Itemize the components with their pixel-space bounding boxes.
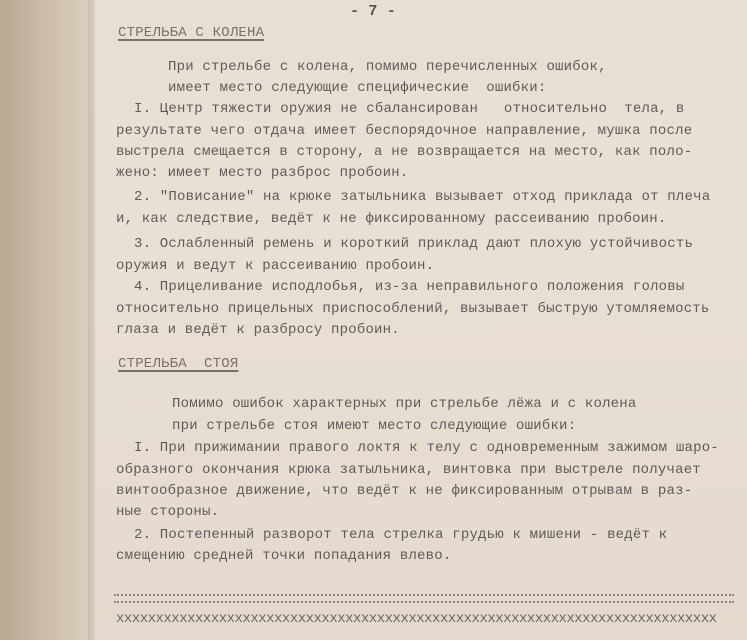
section-heading-kneeling: СТРЕЛЬБА С КОЛЕНА xyxy=(118,25,265,41)
section-2-line-5: винтообразное движение, что ведёт к не фиксированным отрывам в раз- xyxy=(116,483,693,499)
section-1-line-5: выстрела смещается в сторону, а не возвращается на место, как поло- xyxy=(116,144,693,160)
section-1-line-1: При стрельбе с колена, помимо перечисленных ошибок, xyxy=(168,59,607,75)
section-2-line-8: смещению средней точки попадания влево. xyxy=(116,548,452,564)
section-1-line-9: 3. Ослабленный ремень и короткий приклад дают плохую устойчивость xyxy=(134,236,694,252)
typed-x-row: xxxxxxxxxxxxxxxxxxxxxxxxxxxxxxxxxxxxxxxxxxxxxxxxxxxxxxxxxxxxxxxxxxxxxxxxxxxx xyxy=(116,611,717,627)
section-2-line-2: при стрельбе стоя имеют место следующие ошибки: xyxy=(172,418,577,434)
section-2-line-6: ные стороны. xyxy=(116,504,220,520)
section-1-line-13: глаза и ведёт к разбросу пробоин. xyxy=(116,322,400,338)
section-1-line-3: I. Центр тяжести оружия не сбалансирован относительно тела, в xyxy=(134,101,685,117)
section-1-line-7: 2. "Повисание" на крюке затыльника вызывает отход приклада от плеча xyxy=(134,189,711,205)
section-2-line-1: Помимо ошибок характерных при стрельбе лёжа и с колена xyxy=(172,396,637,412)
section-1-line-4: результате чего отдача имеет беспорядочное направление, мушка после xyxy=(116,123,693,139)
section-1-line-8: и, как следствие, ведёт к не фиксированному рассеиванию пробоин. xyxy=(116,211,667,227)
binding-edge xyxy=(0,0,95,640)
section-1-line-2: имеет место следующие специфические ошибки: xyxy=(168,80,547,96)
section-1-line-10: оружия и ведут к рассеиванию пробоин. xyxy=(116,258,435,274)
section-1-line-12: относительно прицельных приспособлений, вызывает быструю утомляемость xyxy=(116,301,710,317)
section-2-line-3: I. При прижимании правого локтя к телу с одновременным зажимом шаро- xyxy=(134,440,719,456)
section-2-line-7: 2. Постепенный разворот тела стрелка грудью к мишени - ведёт к xyxy=(134,527,668,543)
page-number: - 7 - xyxy=(350,3,397,20)
section-1-line-11: 4. Прицеливание исподлобья, из-за неправильного положения головы xyxy=(134,279,685,295)
binding-shadow xyxy=(88,0,96,640)
section-heading-standing: СТРЕЛЬБА СТОЯ xyxy=(118,356,239,372)
section-2-line-4: образного окончания крюка затыльника, винтовка при выстреле получает xyxy=(116,462,701,478)
section-1-line-6: жено: имеет место разброс пробоин. xyxy=(116,165,409,181)
typed-divider-bottom xyxy=(114,601,734,603)
typed-divider-top xyxy=(114,594,734,596)
